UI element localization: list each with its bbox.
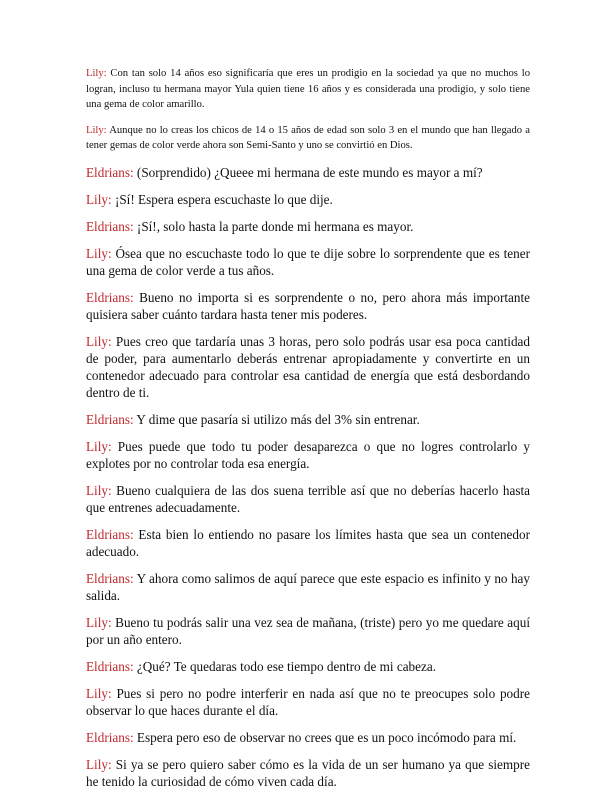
dialogue-paragraph bbox=[86, 526, 530, 560]
dialogue-paragraph bbox=[86, 658, 530, 675]
speaker-name: Eldrians: bbox=[86, 218, 134, 234]
speaker-name: Eldrians: bbox=[86, 411, 134, 427]
dialogue-paragraph bbox=[86, 123, 530, 154]
speaker-name: Lily: bbox=[86, 124, 107, 136]
dialogue-paragraph bbox=[86, 289, 530, 323]
speaker-name: Lily: bbox=[86, 756, 112, 772]
dialogue-text: ¿Qué? Te quedaras todo ese tiempo dentro de mi cabeza. bbox=[133, 658, 437, 674]
speaker-name: Eldrians: bbox=[86, 164, 134, 180]
speaker-name: Lily: bbox=[86, 191, 112, 207]
dialogue-paragraph bbox=[86, 245, 530, 279]
dialogue-paragraph bbox=[86, 729, 530, 746]
dialogue-text: (Sorprendido) ¿Queee mi hermana de este mundo es mayor a mí? bbox=[133, 164, 483, 180]
dialogue-text: Pues puede que todo tu poder desaparezca o que no logres controlarlo y explotes por no controlar toda esa energía. bbox=[86, 438, 530, 471]
document-page bbox=[86, 66, 530, 800]
speaker-name: Eldrians: bbox=[86, 658, 134, 674]
speaker-name: Lily: bbox=[86, 685, 112, 701]
speaker-name: Lily: bbox=[86, 68, 107, 79]
speaker-name: Eldrians: bbox=[86, 289, 134, 305]
speaker-name: Lily: bbox=[86, 614, 112, 630]
dialogue-text: Si ya se pero quiero saber cómo es la vida de un ser humano ya que siempre he tenido la curiosidad de cómo viven cada día. bbox=[86, 756, 530, 789]
dialogue-text: Espera pero eso de observar no crees que es un poco incómodo para mí. bbox=[133, 729, 517, 745]
dialogue-paragraph bbox=[86, 756, 530, 790]
dialogue-text: Y ahora como salimos de aquí parece que este espacio es infinito y no hay salida. bbox=[86, 570, 530, 603]
dialogue-text: Bueno tu podrás salir una vez sea de mañana, (triste) pero yo me quedare aquí por un año entero. bbox=[86, 614, 530, 647]
dialogue-paragraph bbox=[86, 66, 530, 113]
dialogue-paragraph bbox=[86, 482, 530, 516]
speaker-name: Eldrians: bbox=[86, 729, 134, 745]
dialogue-paragraph bbox=[86, 333, 530, 401]
dialogue-paragraph bbox=[86, 411, 530, 428]
dialogue-paragraph bbox=[86, 191, 530, 208]
dialogue-text: Y dime que pasaría si utilizo más del 3% sin entrenar. bbox=[133, 411, 420, 427]
dialogue-text: Bueno no importa si es sorprendente o no, pero ahora más importante quisiera saber cuánto tardara hasta tener mis poderes. bbox=[86, 289, 530, 322]
dialogue-paragraph bbox=[86, 570, 530, 604]
speaker-name: Eldrians: bbox=[86, 570, 134, 586]
dialogue-paragraph bbox=[86, 614, 530, 648]
speaker-name: Lily: bbox=[86, 245, 112, 261]
speaker-name: Eldrians: bbox=[86, 526, 134, 542]
dialogue-text: ¡Sí!, solo hasta la parte donde mi hermana es mayor. bbox=[133, 218, 414, 234]
dialogue-paragraph bbox=[86, 164, 530, 181]
dialogue-text: Esta bien lo entiendo no pasare los límites hasta que sea un contenedor adecuado. bbox=[86, 526, 530, 559]
dialogue-text: Aunque no lo creas los chicos de 14 o 15 años de edad son solo 3 en el mundo que han llegado a tener gemas de color verde ahora son Semi-Santo y uno se convirtió en Dios. bbox=[86, 124, 530, 151]
dialogue-paragraph bbox=[86, 218, 530, 235]
dialogue-paragraph bbox=[86, 438, 530, 472]
dialogue-text: Con tan solo 14 años eso significaría que eres un prodigio en la sociedad ya que no muchos lo logran, incluso tu hermana mayor Yula quien tiene 16 años y es considerada una prodigio, y solo tiene una gema de color amarillo. bbox=[86, 68, 530, 110]
dialogue-text: Pues si pero no podre interferir en nada así que no te preocupes solo podre observar lo que haces durante el día. bbox=[86, 685, 530, 718]
speaker-name: Lily: bbox=[86, 333, 112, 349]
dialogue-text: ¡Sí! Espera espera escuchaste lo que dije. bbox=[111, 191, 333, 207]
dialogue-text: Bueno cualquiera de las dos suena terrible así que no deberías hacerlo hasta que entrenes adecuadamente. bbox=[86, 482, 530, 515]
speaker-name: Lily: bbox=[86, 438, 112, 454]
dialogue-text: Ósea que no escuchaste todo lo que te dije sobre lo sorprendente que es tener una gema de color verde a tus años. bbox=[86, 245, 530, 278]
speaker-name: Lily: bbox=[86, 482, 112, 498]
dialogue-text: Pues creo que tardaría unas 3 horas, pero solo podrás usar esa poca cantidad de poder, para aumentarlo deberás entrenar apropiadamente y convertirte en un contenedor adecuado para controlar esa cantidad de energía que está desbordando dentro de ti. bbox=[86, 333, 530, 400]
dialogue-paragraph bbox=[86, 685, 530, 719]
